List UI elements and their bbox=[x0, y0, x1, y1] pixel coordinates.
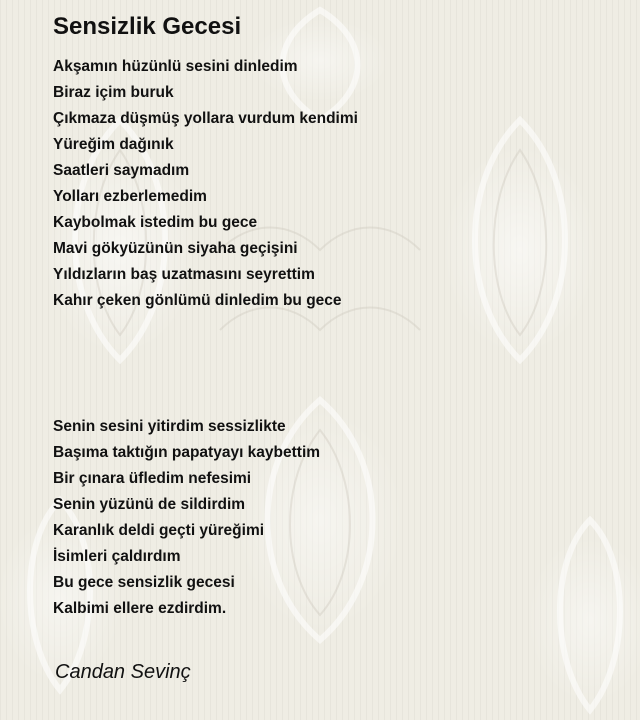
poem-author: Candan Sevinç bbox=[55, 661, 191, 683]
poem-line: Saatleri saymadım bbox=[53, 162, 190, 179]
poem-line: Biraz içim buruk bbox=[53, 84, 174, 101]
poem-line: Çıkmaza düşmüş yollara vurdum kendimi bbox=[53, 110, 358, 127]
poem-line: Senin yüzünü de sildirdim bbox=[53, 496, 246, 513]
poem-line: Yıldızların baş uzatmasını seyrettim bbox=[53, 266, 315, 283]
poem-line: Bir çınara üfledim nefesimi bbox=[53, 470, 252, 487]
poem-line: İsimleri çaldırdım bbox=[53, 548, 181, 565]
poem-line: Karanlık deldi geçti yüreğimi bbox=[53, 522, 265, 539]
poem-container bbox=[53, 0, 613, 622]
poem-title: Sensizlik Gecesi bbox=[53, 13, 242, 40]
poem-line: Yüreğim dağınık bbox=[53, 136, 174, 153]
poem-line: Kaybolmak istedim bu gece bbox=[53, 214, 258, 231]
stanza-1 bbox=[53, 54, 613, 314]
poem-line: Akşamın hüzünlü sesini dinledim bbox=[53, 58, 298, 75]
poem-line: Kahır çeken gönlümü dinledim bu gece bbox=[53, 292, 342, 309]
poem-line: Yolları ezberlemedim bbox=[53, 188, 207, 205]
poem-line: Kalbimi ellere ezdirdim. bbox=[53, 600, 227, 617]
poem-line: Bu gece sensizlik gecesi bbox=[53, 574, 235, 591]
poem-line: Senin sesini yitirdim sessizlikte bbox=[53, 418, 286, 435]
poem-line: Mavi gökyüzünün siyaha geçişini bbox=[53, 240, 298, 257]
stanza-2 bbox=[53, 414, 613, 622]
poem-line: Başıma taktığın papatyayı kaybettim bbox=[53, 444, 321, 461]
